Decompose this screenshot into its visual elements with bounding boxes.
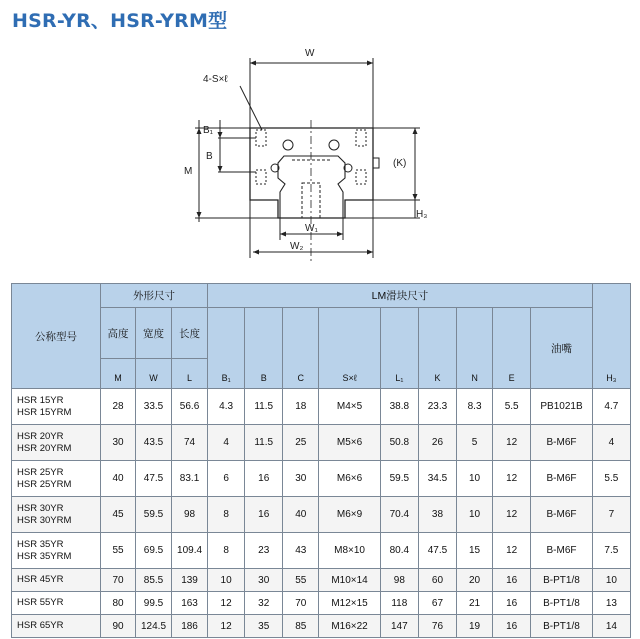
header-outer-dims: 外形尺寸 [101, 284, 208, 308]
table-cell: 55 [283, 569, 319, 592]
table-cell: 70.4 [380, 497, 418, 533]
table-cell: 186 [172, 615, 208, 638]
label-w2: W₂ [290, 241, 304, 252]
model-name-cell [12, 389, 101, 425]
table-row [12, 533, 631, 569]
table-cell: 55 [101, 533, 136, 569]
header-grease-nipple: 油嘴 [531, 308, 593, 389]
header-block-dims: LM滑块尺寸 [208, 284, 593, 308]
table-cell: 7 [592, 497, 630, 533]
spec-table-body [12, 389, 631, 638]
header-model-name: 公称型号 [12, 284, 101, 389]
label-b1: B₁ [203, 125, 214, 136]
table-cell: 23 [245, 533, 283, 569]
table-cell: 5.5 [592, 461, 630, 497]
table-cell: 13 [592, 592, 630, 615]
header-w: W [135, 359, 171, 389]
table-cell: B-M6F [531, 425, 593, 461]
spec-table [11, 283, 631, 638]
table-cell: 12 [208, 592, 245, 615]
table-row [12, 389, 631, 425]
table-cell: 43.5 [135, 425, 171, 461]
page-title: HSR-YR、HSR-YRM型 [12, 10, 228, 32]
table-cell: 59.5 [380, 461, 418, 497]
table-cell: M6×6 [319, 461, 380, 497]
table-cell: 21 [457, 592, 493, 615]
table-cell: 56.6 [172, 389, 208, 425]
table-cell: 12 [208, 615, 245, 638]
table-row [12, 615, 631, 638]
table-cell: 38 [418, 497, 456, 533]
table-cell: 139 [172, 569, 208, 592]
model-name-primary: HSR 20YR [17, 430, 64, 442]
cross-section-diagram [0, 0, 640, 283]
table-cell: 33.5 [135, 389, 171, 425]
table-cell: 10 [592, 569, 630, 592]
table-cell: 40 [283, 497, 319, 533]
table-cell: 25 [283, 425, 319, 461]
model-name-secondary: HSR 35YRM [17, 550, 72, 562]
model-name-secondary: HSR 30YRM [17, 514, 72, 526]
label-k: (K) [393, 158, 407, 169]
table-cell: 30 [101, 425, 136, 461]
model-name-cell [12, 533, 101, 569]
header-k: K [418, 308, 456, 389]
table-cell: 12 [493, 533, 531, 569]
header-n: N [457, 308, 493, 389]
label-h3: H₃ [416, 209, 428, 220]
table-cell: 6 [208, 461, 245, 497]
table-cell: B-PT1/8 [531, 592, 593, 615]
table-cell: 12 [493, 497, 531, 533]
table-row [12, 569, 631, 592]
table-cell: 28 [101, 389, 136, 425]
table-cell: 15 [457, 533, 493, 569]
table-cell: 23.3 [418, 389, 456, 425]
model-name-primary: HSR 55YR [17, 597, 64, 608]
table-cell: M10×14 [319, 569, 380, 592]
table-cell: 109.4 [172, 533, 208, 569]
model-name-primary: HSR 25YR [17, 466, 64, 478]
table-cell: 11.5 [245, 389, 283, 425]
table-cell: 70 [101, 569, 136, 592]
table-cell: 43 [283, 533, 319, 569]
table-cell: 7.5 [592, 533, 630, 569]
header-width: 宽度 [135, 308, 171, 359]
table-cell: 47.5 [418, 533, 456, 569]
table-cell: 163 [172, 592, 208, 615]
table-row [12, 461, 631, 497]
table-cell: 67 [418, 592, 456, 615]
table-cell: M4×5 [319, 389, 380, 425]
model-name-cell [12, 461, 101, 497]
table-cell: 5 [457, 425, 493, 461]
model-name-cell [12, 569, 101, 592]
table-row [12, 425, 631, 461]
table-cell: 18 [283, 389, 319, 425]
table-cell: M8×10 [319, 533, 380, 569]
table-cell: 12 [493, 461, 531, 497]
table-cell: 35 [245, 615, 283, 638]
table-cell: 98 [172, 497, 208, 533]
label-b: B [206, 151, 213, 162]
header-length: 长度 [172, 308, 208, 359]
table-cell: 76 [418, 615, 456, 638]
table-cell: 16 [245, 461, 283, 497]
table-cell: 85 [283, 615, 319, 638]
table-cell: 69.5 [135, 533, 171, 569]
table-cell: B-PT1/8 [531, 615, 593, 638]
label-m: M [184, 166, 193, 177]
table-cell: 34.5 [418, 461, 456, 497]
table-cell: 80.4 [380, 533, 418, 569]
table-cell: 4 [592, 425, 630, 461]
table-cell: B-M6F [531, 533, 593, 569]
table-cell: 10 [457, 497, 493, 533]
label-w1: W₁ [305, 223, 318, 234]
table-cell: B-PT1/8 [531, 569, 593, 592]
table-cell: 50.8 [380, 425, 418, 461]
table-cell: 59.5 [135, 497, 171, 533]
table-cell: 19 [457, 615, 493, 638]
table-row [12, 497, 631, 533]
table-cell: 16 [493, 569, 531, 592]
table-cell: 40 [101, 461, 136, 497]
table-cell: 38.8 [380, 389, 418, 425]
table-cell: 80 [101, 592, 136, 615]
table-cell: 70 [283, 592, 319, 615]
model-name-secondary: HSR 15YRM [17, 406, 72, 418]
table-cell: 5.5 [493, 389, 531, 425]
table-cell: 98 [380, 569, 418, 592]
table-cell: B-M6F [531, 461, 593, 497]
table-cell: 147 [380, 615, 418, 638]
table-cell: 10 [457, 461, 493, 497]
header-m: M [101, 359, 136, 389]
table-cell: 26 [418, 425, 456, 461]
model-name-secondary: HSR 25YRM [17, 478, 72, 490]
table-cell: M6×9 [319, 497, 380, 533]
model-name-cell [12, 615, 101, 638]
table-cell: 45 [101, 497, 136, 533]
header-l1: L₁ [380, 308, 418, 389]
table-cell: 8.3 [457, 389, 493, 425]
header-c: C [283, 308, 319, 389]
table-cell: 12 [493, 425, 531, 461]
header-b: B [245, 308, 283, 389]
table-cell: PB1021B [531, 389, 593, 425]
table-cell: 47.5 [135, 461, 171, 497]
label-s-l: 4-S×ℓ [203, 74, 228, 85]
table-cell: 124.5 [135, 615, 171, 638]
table-cell: M16×22 [319, 615, 380, 638]
table-cell: 16 [493, 615, 531, 638]
table-cell: M12×15 [319, 592, 380, 615]
model-name-primary: HSR 15YR [17, 394, 64, 406]
header-b1: B₁ [208, 308, 245, 389]
table-cell: 99.5 [135, 592, 171, 615]
table-cell: 32 [245, 592, 283, 615]
table-cell: 11.5 [245, 425, 283, 461]
table-cell: B-M6F [531, 497, 593, 533]
model-name-primary: HSR 45YR [17, 574, 64, 585]
table-row [12, 592, 631, 615]
model-name-cell [12, 497, 101, 533]
table-cell: 16 [245, 497, 283, 533]
model-name-primary: HSR 30YR [17, 502, 64, 514]
table-cell: M5×6 [319, 425, 380, 461]
table-cell: 30 [245, 569, 283, 592]
label-w: W [305, 48, 315, 59]
model-name-primary: HSR 65YR [17, 620, 64, 631]
table-cell: 16 [493, 592, 531, 615]
table-cell: 4 [208, 425, 245, 461]
model-name-secondary: HSR 20YRM [17, 442, 72, 454]
header-s-l: S×ℓ [319, 308, 380, 389]
table-cell: 4.3 [208, 389, 245, 425]
table-cell: 4.7 [592, 389, 630, 425]
table-cell: 90 [101, 615, 136, 638]
table-cell: 118 [380, 592, 418, 615]
table-cell: 83.1 [172, 461, 208, 497]
model-name-cell [12, 592, 101, 615]
header-height: 高度 [101, 308, 136, 359]
table-cell: 14 [592, 615, 630, 638]
header-l: L [172, 359, 208, 389]
table-cell: 85.5 [135, 569, 171, 592]
model-name-primary: HSR 35YR [17, 538, 64, 550]
model-name-cell [12, 425, 101, 461]
table-cell: 60 [418, 569, 456, 592]
header-h3: H₃ [592, 284, 630, 389]
header-e: E [493, 308, 531, 389]
table-cell: 8 [208, 533, 245, 569]
table-cell: 20 [457, 569, 493, 592]
table-cell: 10 [208, 569, 245, 592]
table-cell: 74 [172, 425, 208, 461]
table-cell: 8 [208, 497, 245, 533]
table-cell: 30 [283, 461, 319, 497]
